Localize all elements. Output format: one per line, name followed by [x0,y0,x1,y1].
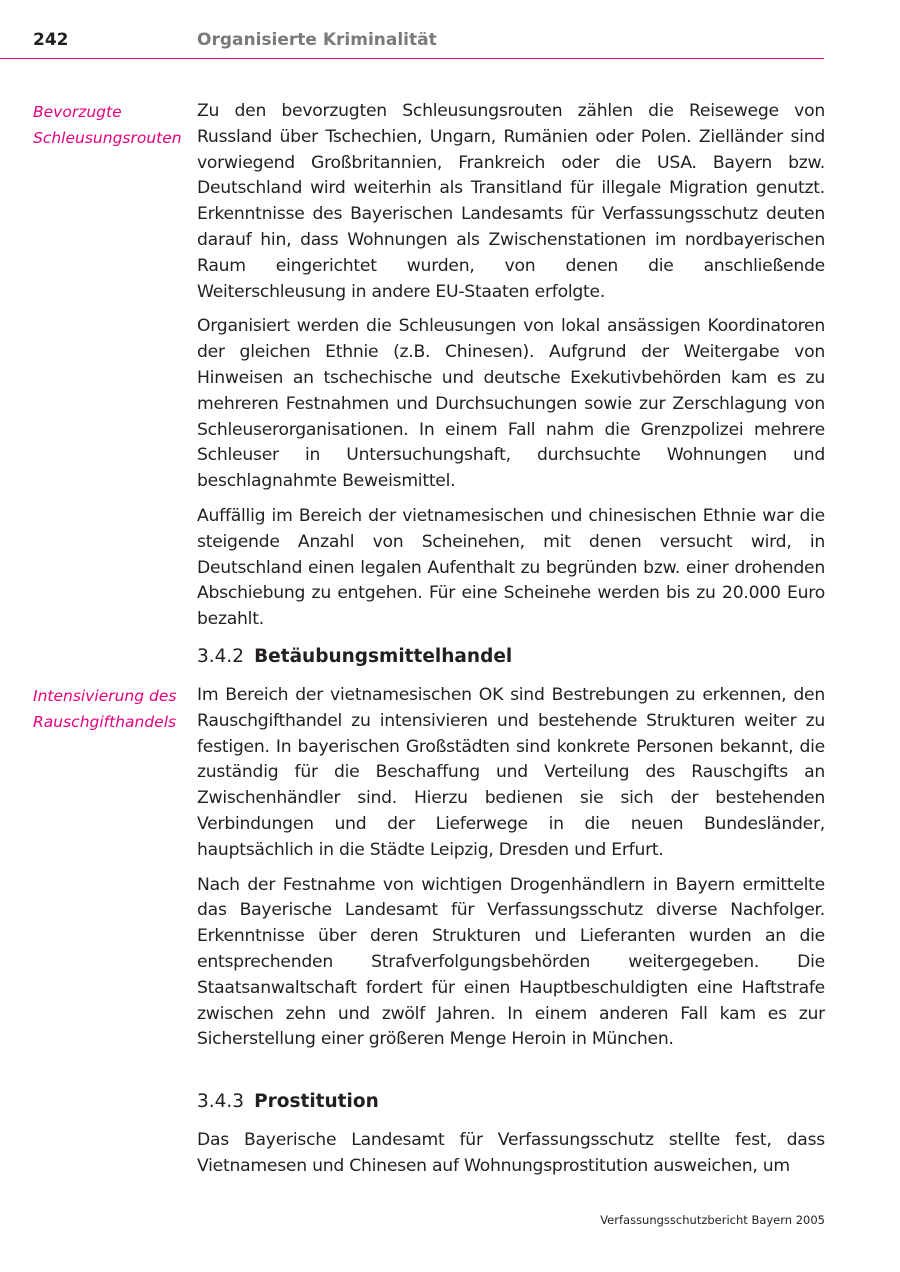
page-number: 242 [33,30,69,50]
chapter-title: Organisierte Kriminalität [197,30,437,50]
section-number: 3.4.2 [197,646,245,667]
margin-note-schleusungsrouten: Bevorzugte Schleusungsrouten [33,103,182,147]
paragraph: Zu den bevorzugten Schleusungsrouten zählen die Reisewege von Russland über Tschechien, Ungarn, Rumänien oder Polen. Zielländer sind vorwiegend Großbritannien, Frankreich oder die USA. Bayern bzw. Deutschland wird weiterhin als Transitland für illegale Migration genutzt. Erkenntnisse des Bayerischen Landesamts für Verfassungsschutz deuten darauf hin, dass Wohnungen als Zwischenstationen im nordbayerischen Raum eingerichtet wurden, von denen die anschließende Weiterschleusung in andere EU-Staaten erfolgte. [197,101,825,302]
paragraph: Nach der Festnahme von wichtigen Drogenhändlern in Bayern ermittelte das Bayerische Landesamt für Verfassungsschutz diverse Nachfolger. Erkenntnisse über deren Strukturen und Lieferanten wurden an die entsprechenden Strafverfolgungsbehörden weitergegeben. Die Staatsanwaltschaft fordert für einen Hauptbeschuldigten eine Haftstrafe zwischen zehn und zwölf Jahren. In einem anderen Fall kam es zur Sicherstellung einer größeren Menge Heroin in München. [197,874,825,1050]
section-schleusung [197,99,825,642]
section-prostitution [197,1128,825,1189]
section-title: Betäubungsmittelhandel [254,646,513,667]
section-title: Prostitution [254,1091,379,1112]
page-header [0,26,824,59]
margin-note-rauschgifthandel: Intensivierung des Rauschgifthandels [33,687,177,731]
paragraph: Auffällig im Bereich der vietnamesischen und chinesischen Ethnie war die steigende Anzahl von Scheinehen, mit denen versucht wird, in Deutschland einen legalen Aufenthalt zu begründen bzw. einer drohenden Abschiebung zu entgehen. Für eine Scheinehe werden bis zu 20.000 Euro bezahlt. [197,505,825,630]
paragraph: Im Bereich der vietnamesischen OK sind Bestrebungen zu erkennen, den Rauschgifthandel zu intensivieren und bestehende Strukturen weiter zu festigen. In bayerischen Großstädten sind konkrete Personen bekannt, die zuständig für die Beschaffung und Verteilung des Rauschgifts an Zwischenhändler sind. Hierzu bedienen sie sich der bestehenden Verbindungen und der Lieferwege in die neuen Bundesländer, hauptsächlich in die Städte Leipzig, Dresden und Erfurt. [197,685,825,860]
paragraph: Organisiert werden die Schleusungen von lokal ansässigen Koordinatoren der gleichen Ethnie (z.B. Chinesen). Aufgrund der Weitergabe von Hinweisen an tschechische und deutsche Exekutivbehörden kam es zu mehreren Festnahmen und Durchsuchungen sowie zur Zerschlagung von Schleuserorganisationen. In einem Fall nahm die Grenzpolizei mehrere Schleuser in Untersuchungshaft, durchsuchte Wohnungen und beschlagnahmte Beweismittel. [197,316,825,492]
section-number: 3.4.3 [197,1091,245,1112]
section-betaeubungsmittelhandel [197,683,825,1062]
section-heading-3-4-3 [197,1089,825,1115]
paragraph: Das Bayerische Landesamt für Verfassungsschutz stellte fest, dass Vietnamesen und Chinesen auf Wohnungsprostitution ausweichen, um [197,1130,825,1176]
page-footer: Verfassungsschutzbericht Bayern 2005 [600,1213,825,1227]
section-heading-3-4-2 [197,644,825,670]
